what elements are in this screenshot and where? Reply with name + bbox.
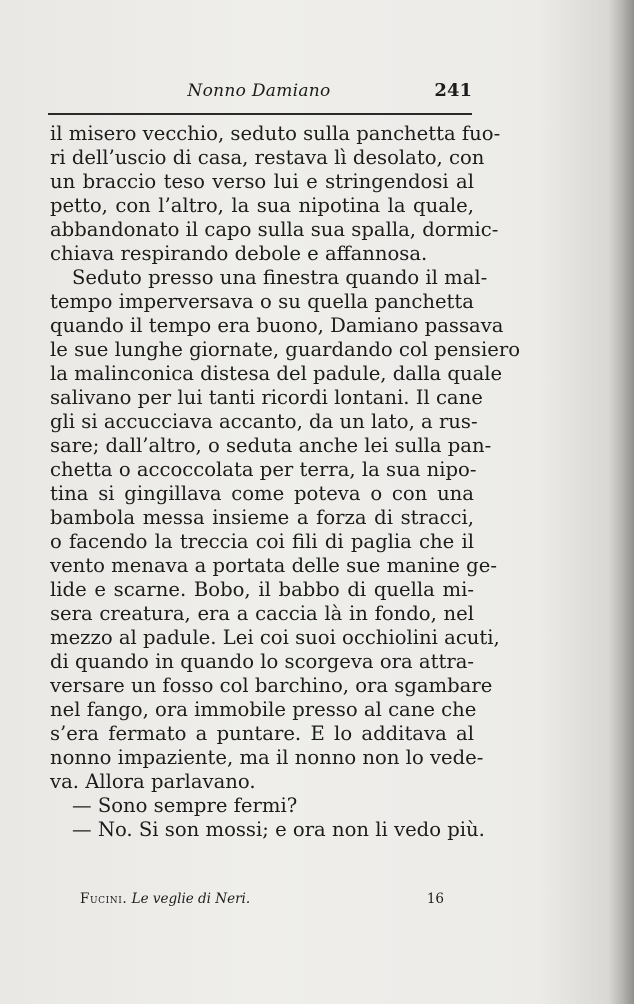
text-line: bambola messa insieme a forza di stracci, <box>50 506 474 529</box>
text-line: chetta o accoccolata per terra, la sua nipo- <box>50 458 477 481</box>
text-line: quando il tempo era buono, Damiano passava <box>50 314 504 337</box>
text-line: le sue lunghe giornate, guardando col pensiero <box>50 338 521 361</box>
body-text <box>50 122 521 842</box>
signature-footer <box>80 888 444 910</box>
text-line: vento menava a portata delle sue manine ge- <box>50 554 497 577</box>
text-line: s’era fermato a puntare. E lo additava al <box>50 722 474 745</box>
running-title: Nonno Damiano <box>187 81 331 101</box>
text-line: ri dell’uscio di casa, restava lì desolato, con <box>50 146 485 169</box>
text-line: un braccio teso verso lui e stringendosi al <box>50 170 474 193</box>
footer-book-title: Le veglie di Neri. <box>131 891 251 907</box>
text-line: sera creatura, era a caccia là in fondo, nel <box>50 602 474 625</box>
running-header <box>46 78 472 104</box>
text-line: lide e scarne. Bobo, il babbo di quella mi- <box>50 578 474 601</box>
text-line: Seduto presso una finestra quando il mal- <box>72 266 488 289</box>
text-line: o facendo la treccia coi fili di paglia che il <box>50 530 474 553</box>
text-line: salivano per lui tanti ricordi lontani. Il cane <box>50 386 483 409</box>
text-line: il misero vecchio, seduto sulla panchetta fuo- <box>50 122 501 145</box>
text-line: va. Allora parlavano. <box>50 770 256 793</box>
footer-author: Fucini. <box>80 891 128 907</box>
text-line: nel fango, ora immobile presso al cane che <box>50 698 477 721</box>
dialogue-line <box>50 818 485 842</box>
paragraph <box>50 266 521 794</box>
text-line: di quando in quando lo scorgeva ora attra- <box>50 650 474 673</box>
paragraph <box>50 122 501 266</box>
text-line: versare un fosso col barchino, ora sgambare <box>50 674 493 697</box>
page-number: 241 <box>434 80 472 101</box>
text-line: chiava respirando debole e affannosa. <box>50 242 428 265</box>
text-line: petto, con l’altro, la sua nipotina la quale, <box>50 194 474 217</box>
text-line: abbandonato il capo sulla sua spalla, dormic- <box>50 218 499 241</box>
text-line: la malinconica distesa del padule, dalla quale <box>50 362 503 385</box>
text-line: tempo imperversava o su quella panchetta <box>50 290 474 313</box>
text-line: — Sono sempre fermi? <box>72 794 298 817</box>
text-line: nonno impaziente, ma il nonno non lo vede- <box>50 746 484 769</box>
text-line: mezzo al padule. Lei coi suoi occhiolini acuti, <box>50 626 500 649</box>
header-rule <box>48 113 472 115</box>
text-line: sare; dall’altro, o seduta anche lei sulla pan- <box>50 434 492 457</box>
dialogue-line <box>50 794 474 818</box>
text-line: — No. Si son mossi; e ora non li vedo più. <box>72 818 485 841</box>
signature-mark: 16 <box>426 891 444 907</box>
text-line: tina si gingillava come poteva o con una <box>50 482 474 505</box>
page-edge-shadow <box>608 0 634 1004</box>
text-line: gli si accucciava accanto, da un lato, a rus- <box>50 410 478 433</box>
